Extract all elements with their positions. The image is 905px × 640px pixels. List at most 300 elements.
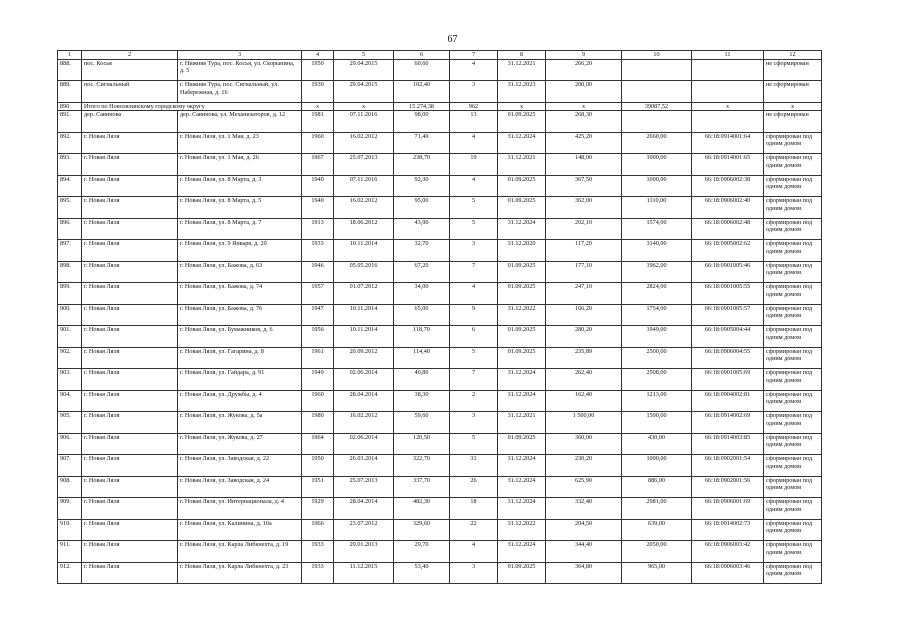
cadastral-number-cell: 66:18:0904002:81: [692, 390, 764, 412]
value-cell: 166,20: [546, 304, 622, 326]
land-area-cell: 965,00: [622, 562, 692, 584]
land-status-cell: сформирован под одним домом: [764, 304, 822, 326]
deadline-cell: 31.12.2024: [498, 455, 546, 477]
cadastral-number-cell: 66:18:0901005:46: [692, 261, 764, 283]
address-cell: г. Новая Ляля, ул. Бажова, д. 63: [178, 261, 302, 283]
value-cell: 204,50: [546, 519, 622, 541]
address-cell: г. Новая Ляля, ул. Гагарина, д. 8: [178, 347, 302, 369]
settlement-cell: г. Новая Ляля: [82, 197, 178, 219]
date-cell: 26.03.2014: [334, 455, 394, 477]
area-cell: 482,30: [394, 498, 450, 520]
total-value-cell: 39087,52: [622, 102, 692, 111]
area-cell: 40,80: [394, 369, 450, 391]
settlement-cell: пос. Косья: [82, 59, 178, 81]
deadline-cell: 01.09.2025: [498, 261, 546, 283]
address-cell: г. Новая Ляля, ул. 8 Марта, д. 7: [178, 218, 302, 240]
column-number: 3: [178, 51, 302, 60]
deadline-cell: 01.09.2025: [498, 433, 546, 455]
row-number-cell: 897.: [58, 240, 82, 262]
residents-cell: 5: [450, 218, 498, 240]
land-status-cell: сформирован под одним домом: [764, 390, 822, 412]
date-cell: 07.11.2016: [334, 111, 394, 133]
settlement-cell: г. Новая Ляля: [82, 412, 178, 434]
table-row: [58, 498, 822, 520]
area-cell: 114,40: [394, 347, 450, 369]
date-cell: 25.07.2013: [334, 154, 394, 176]
area-cell: 67,20: [394, 261, 450, 283]
settlement-cell: г. Новая Ляля: [82, 498, 178, 520]
area-cell: 95,00: [394, 197, 450, 219]
address-cell: г. Новая Ляля, ул. Гайдара, д. 91: [178, 369, 302, 391]
address-cell: г. Новая Ляля, ул. Бажова, д. 74: [178, 283, 302, 305]
area-cell: 329,60: [394, 519, 450, 541]
area-cell: 337,70: [394, 476, 450, 498]
address-cell: г. Новая Ляля, ул. 9 Января, д. 20: [178, 240, 302, 262]
area-cell: 98,00: [394, 111, 450, 133]
area-cell: 43,90: [394, 218, 450, 240]
address-cell: г. Новая Ляля, ул. Бажова, д. 76: [178, 304, 302, 326]
deadline-cell: 01.09.2025: [498, 326, 546, 348]
value-cell: 367,50: [546, 175, 622, 197]
table-row: [58, 304, 822, 326]
year-built-cell: 1947: [302, 304, 334, 326]
residents-cell: 5: [450, 433, 498, 455]
value-cell: 266,20: [546, 59, 622, 81]
land-area-cell: 886,00: [622, 476, 692, 498]
residents-cell: 13: [450, 111, 498, 133]
date-cell: 18.06.2012: [334, 218, 394, 240]
residents-cell: 4: [450, 541, 498, 563]
cadastral-number-cell: 66:18:0902001:56: [692, 476, 764, 498]
year-built-cell: 1933: [302, 541, 334, 563]
cadastral-number-cell: [692, 59, 764, 81]
table-row: [58, 240, 822, 262]
row-number-cell: 905.: [58, 412, 82, 434]
date-cell: 16.02.2012: [334, 132, 394, 154]
column-number: 2: [82, 51, 178, 60]
cadastral-number-cell: 66:18:0901005:69: [692, 369, 764, 391]
cadastral-number-cell: 66:18:0906001:69: [692, 498, 764, 520]
total-value-cell: х: [692, 102, 764, 111]
year-built-cell: 1929: [302, 498, 334, 520]
residents-cell: 19: [450, 154, 498, 176]
land-area-cell: 2508,00: [622, 369, 692, 391]
total-value-cell: х: [764, 102, 822, 111]
value-cell: 280,20: [546, 326, 622, 348]
year-built-cell: 1966: [302, 519, 334, 541]
settlement-cell: г. Новая Ляля: [82, 283, 178, 305]
address-cell: г. Новая Ляля, ул. Карла Либкнехта, д. 19: [178, 541, 302, 563]
row-number-cell: 898.: [58, 261, 82, 283]
column-number: 10: [622, 51, 692, 60]
area-cell: 29,70: [394, 541, 450, 563]
date-cell: 02.06.2014: [334, 369, 394, 391]
value-cell: 425,20: [546, 132, 622, 154]
value-cell: 230,20: [546, 455, 622, 477]
date-cell: 05.05.2016: [334, 261, 394, 283]
date-cell: 01.07.2012: [334, 283, 394, 305]
settlement-cell: г. Новая Ляля: [82, 390, 178, 412]
residents-cell: 4: [450, 132, 498, 154]
date-cell: 07.11.2016: [334, 175, 394, 197]
settlement-cell: г. Новая Ляля: [82, 519, 178, 541]
row-number-cell: 899.: [58, 283, 82, 305]
cadastral-number-cell: 66:18:0906002:38: [692, 175, 764, 197]
value-cell: 364,80: [546, 562, 622, 584]
deadline-cell: 01.09.2025: [498, 175, 546, 197]
column-number-header-row: [58, 51, 822, 60]
residents-cell: 26: [450, 476, 498, 498]
land-area-cell: 2500,00: [622, 347, 692, 369]
land-area-cell: 1000,00: [622, 455, 692, 477]
address-cell: г. Новая Ляля, ул. Бумажников, д. 6: [178, 326, 302, 348]
land-status-cell: сформирован под одним домом: [764, 197, 822, 219]
value-cell: 235,89: [546, 347, 622, 369]
land-area-cell: 3140,00: [622, 240, 692, 262]
area-cell: 120,50: [394, 433, 450, 455]
year-built-cell: 1951: [302, 476, 334, 498]
row-number-cell: 891.: [58, 111, 82, 133]
date-cell: 28.04.2014: [334, 498, 394, 520]
table-row: [58, 562, 822, 584]
table-row: [58, 433, 822, 455]
residents-cell: 5: [450, 197, 498, 219]
settlement-cell: г. Новая Ляля: [82, 562, 178, 584]
address-cell: г. Новая Ляля, ул. 8 Марта, д. 5: [178, 197, 302, 219]
table-row: [58, 154, 822, 176]
land-area-cell: 2660,00: [622, 132, 692, 154]
residents-cell: 9: [450, 304, 498, 326]
settlement-cell: г. Новая Ляля: [82, 218, 178, 240]
land-status-cell: сформирован под одним домом: [764, 541, 822, 563]
settlement-cell: г. Новая Ляля: [82, 154, 178, 176]
land-area-cell: 1754,00: [622, 304, 692, 326]
deadline-cell: 31.12.2021: [498, 59, 546, 81]
row-number-cell: 895.: [58, 197, 82, 219]
land-status-cell: сформирован под одним домом: [764, 261, 822, 283]
cadastral-number-cell: 66:18:0906002:48: [692, 218, 764, 240]
residents-cell: 5: [450, 347, 498, 369]
settlement-cell: г. Новая Ляля: [82, 433, 178, 455]
address-cell: г. Новая Ляля, ул. Заводская, д. 22: [178, 455, 302, 477]
residents-cell: 6: [450, 326, 498, 348]
land-area-cell: 1213,00: [622, 390, 692, 412]
deadline-cell: 31.12.2020: [498, 240, 546, 262]
total-label-cell: Итого по Новолялинскому городскому округу: [82, 102, 302, 111]
deadline-cell: 31.12.2022: [498, 304, 546, 326]
page-number: 67: [447, 34, 458, 45]
column-number: 11: [692, 51, 764, 60]
row-number-cell: 901.: [58, 326, 82, 348]
land-area-cell: [622, 111, 692, 133]
row-number-cell: 910.: [58, 519, 82, 541]
date-cell: 10.11.2014: [334, 304, 394, 326]
cadastral-number-cell: 66:18:0902001:54: [692, 455, 764, 477]
land-area-cell: 1500,00: [622, 412, 692, 434]
address-cell: г. Новая Ляля, ул. Карла Либкнехта, д. 23: [178, 562, 302, 584]
deadline-cell: 31.12.2024: [498, 476, 546, 498]
row-number-cell: 896.: [58, 218, 82, 240]
column-number: 4: [302, 51, 334, 60]
cadastral-number-cell: 66:18:0906003:42: [692, 541, 764, 563]
date-cell: 29.04.2015: [334, 81, 394, 103]
value-cell: 177,10: [546, 261, 622, 283]
residents-cell: 3: [450, 412, 498, 434]
settlement-cell: г. Новая Ляля: [82, 541, 178, 563]
table-row: [58, 347, 822, 369]
year-built-cell: 1933: [302, 240, 334, 262]
land-status-cell: сформирован под одним домом: [764, 154, 822, 176]
year-built-cell: 1930: [302, 81, 334, 103]
table-row: [58, 261, 822, 283]
row-number-cell: 909.: [58, 498, 82, 520]
row-number-cell: 903.: [58, 369, 82, 391]
land-status-cell: сформирован под одним домом: [764, 412, 822, 434]
residents-cell: 7: [450, 369, 498, 391]
value-cell: 1 500,00: [546, 412, 622, 434]
area-cell: 53,40: [394, 562, 450, 584]
cadastral-number-cell: 66:18:0901005:57: [692, 304, 764, 326]
land-status-cell: сформирован под одним домом: [764, 347, 822, 369]
settlement-cell: г. Новая Ляля: [82, 304, 178, 326]
row-number-cell: 904.: [58, 390, 82, 412]
column-number: 9: [546, 51, 622, 60]
date-cell: 28.04.2014: [334, 390, 394, 412]
row-number-cell: 911.: [58, 541, 82, 563]
year-built-cell: 1940: [302, 197, 334, 219]
land-area-cell: 2981,00: [622, 498, 692, 520]
date-cell: 10.11.2014: [334, 240, 394, 262]
land-area-cell: [622, 81, 692, 103]
area-cell: 102,40: [394, 81, 450, 103]
land-area-cell: [622, 59, 692, 81]
residents-cell: 22: [450, 519, 498, 541]
date-cell: 23.07.2012: [334, 519, 394, 541]
cadastral-number-cell: 66:18:0905002:62: [692, 240, 764, 262]
area-cell: 60,60: [394, 59, 450, 81]
table-row: [58, 390, 822, 412]
housing-register-table: [57, 50, 822, 584]
value-cell: 344,40: [546, 541, 622, 563]
cadastral-number-cell: 66:18:0914001:65: [692, 154, 764, 176]
table-row: [58, 111, 822, 133]
land-status-cell: не сформирован: [764, 81, 822, 103]
table-row: [58, 132, 822, 154]
land-status-cell: сформирован под одним домом: [764, 132, 822, 154]
residents-cell: 31: [450, 455, 498, 477]
residents-cell: 4: [450, 59, 498, 81]
residents-cell: 18: [450, 498, 498, 520]
residents-cell: 4: [450, 283, 498, 305]
area-cell: 71,40: [394, 132, 450, 154]
column-number: 6: [394, 51, 450, 60]
residents-cell: 3: [450, 240, 498, 262]
address-cell: г. Новая Ляля, ул. 8 Марта, д. 3: [178, 175, 302, 197]
table-row: [58, 81, 822, 103]
value-cell: 360,00: [546, 433, 622, 455]
date-cell: 29.01.2013: [334, 541, 394, 563]
deadline-cell: 31.12.2024: [498, 218, 546, 240]
column-number: 8: [498, 51, 546, 60]
deadline-cell: 31.12.2021: [498, 154, 546, 176]
row-number-cell: 894.: [58, 175, 82, 197]
deadline-cell: 01.09.2025: [498, 347, 546, 369]
area-cell: 92,30: [394, 175, 450, 197]
address-cell: г. Нижняя Тура, пос. Сигнальный, ул. Набережная, д. 16: [178, 81, 302, 103]
date-cell: 16.02.2012: [334, 412, 394, 434]
table-row: [58, 283, 822, 305]
area-cell: 59,60: [394, 412, 450, 434]
cadastral-number-cell: [692, 81, 764, 103]
address-cell: дер. Савинова, ул. Механизаторов, д. 12: [178, 111, 302, 133]
land-area-cell: 639,00: [622, 519, 692, 541]
table-row: [58, 326, 822, 348]
land-area-cell: 1110,00: [622, 197, 692, 219]
row-number-cell: 906.: [58, 433, 82, 455]
date-cell: 10.11.2014: [334, 326, 394, 348]
total-value-cell: х: [498, 102, 546, 111]
column-number: 5: [334, 51, 394, 60]
deadline-cell: 31.12.2024: [498, 390, 546, 412]
area-cell: 238,70: [394, 154, 450, 176]
cadastral-number-cell: 66:18:0914002:73: [692, 519, 764, 541]
deadline-cell: 01.09.2025: [498, 111, 546, 133]
date-cell: 20.09.2012: [334, 347, 394, 369]
table-row: [58, 455, 822, 477]
address-cell: г. Новая Ляля, ул. Заводская, д. 24: [178, 476, 302, 498]
settlement-cell: г. Новая Ляля: [82, 326, 178, 348]
address-cell: г. Новая Ляля, ул. Калинина, д. 10а: [178, 519, 302, 541]
year-built-cell: 1961: [302, 347, 334, 369]
settlement-cell: г. Новая Ляля: [82, 455, 178, 477]
year-built-cell: 1981: [302, 111, 334, 133]
land-status-cell: сформирован под одним домом: [764, 562, 822, 584]
row-number-cell: 900.: [58, 304, 82, 326]
address-cell: г. Новая Ляля, ул. Жукова, д. 5а: [178, 412, 302, 434]
settlement-cell: г. Новая Ляля: [82, 175, 178, 197]
land-area-cell: 1574,00: [622, 218, 692, 240]
land-area-cell: 430,00: [622, 433, 692, 455]
land-area-cell: 2050,00: [622, 541, 692, 563]
value-cell: 262,40: [546, 369, 622, 391]
date-cell: 16.02.2012: [334, 197, 394, 219]
value-cell: 200,00: [546, 81, 622, 103]
land-status-cell: сформирован под одним домом: [764, 218, 822, 240]
address-cell: г. Новая Ляля, ул. Дружбы, д. 4: [178, 390, 302, 412]
table-row: [58, 175, 822, 197]
address-cell: г. Новая Ляля, ул. 1 Мая, д. 23: [178, 132, 302, 154]
land-status-cell: сформирован под одним домом: [764, 326, 822, 348]
column-number: 7: [450, 51, 498, 60]
area-cell: 65,00: [394, 304, 450, 326]
cadastral-number-cell: [692, 111, 764, 133]
land-status-cell: сформирован под одним домом: [764, 240, 822, 262]
total-value-cell: х: [546, 102, 622, 111]
deadline-cell: 31.12.2024: [498, 369, 546, 391]
residents-cell: 2: [450, 390, 498, 412]
year-built-cell: 1964: [302, 433, 334, 455]
table-row: [58, 412, 822, 434]
settlement-cell: пос. Сигнальный: [82, 81, 178, 103]
value-cell: 332,40: [546, 498, 622, 520]
table-row: [58, 476, 822, 498]
land-area-cell: 1000,00: [622, 154, 692, 176]
cadastral-number-cell: 66:18:0901005:55: [692, 283, 764, 305]
date-cell: 02.06.2014: [334, 433, 394, 455]
year-built-cell: 1949: [302, 369, 334, 391]
residents-cell: 3: [450, 562, 498, 584]
value-cell: 625,90: [546, 476, 622, 498]
row-number-cell: 907.: [58, 455, 82, 477]
date-cell: 11.12.2015: [334, 562, 394, 584]
residents-cell: 3: [450, 81, 498, 103]
total-value-cell: 962: [450, 102, 498, 111]
cadastral-number-cell: 66:18:0906003:46: [692, 562, 764, 584]
value-cell: 362,00: [546, 197, 622, 219]
land-status-cell: сформирован под одним домом: [764, 455, 822, 477]
address-cell: г. Новая Ляля, ул. Интернационала, д. 4: [178, 498, 302, 520]
table-row: [58, 369, 822, 391]
year-built-cell: 1967: [302, 154, 334, 176]
value-cell: 247,10: [546, 283, 622, 305]
land-area-cell: 2824,00: [622, 283, 692, 305]
table-row: [58, 218, 822, 240]
column-number: 12: [764, 51, 822, 60]
area-cell: 32,70: [394, 240, 450, 262]
land-status-cell: сформирован под одним домом: [764, 476, 822, 498]
cadastral-number-cell: 66:18:0906002:40: [692, 197, 764, 219]
table-row: [58, 541, 822, 563]
land-status-cell: сформирован под одним домом: [764, 283, 822, 305]
settlement-cell: г. Новая Ляля: [82, 261, 178, 283]
land-area-cell: 1949,00: [622, 326, 692, 348]
land-status-cell: сформирован под одним домом: [764, 369, 822, 391]
land-status-cell: сформирован под одним домом: [764, 498, 822, 520]
date-cell: 29.04.2015: [334, 59, 394, 81]
cadastral-number-cell: 66:18:0914003:85: [692, 433, 764, 455]
total-row: [58, 102, 822, 111]
table-row: [58, 197, 822, 219]
deadline-cell: 01.09.2025: [498, 562, 546, 584]
settlement-cell: г. Новая Ляля: [82, 476, 178, 498]
row-number-cell: 888.: [58, 59, 82, 81]
value-cell: 162,40: [546, 390, 622, 412]
value-cell: 117,20: [546, 240, 622, 262]
settlement-cell: дер. Савинова: [82, 111, 178, 133]
year-built-cell: 1960: [302, 132, 334, 154]
row-number-cell: 893.: [58, 154, 82, 176]
year-built-cell: 1960: [302, 390, 334, 412]
residents-cell: 4: [450, 175, 498, 197]
row-number-cell: 892.: [58, 132, 82, 154]
settlement-cell: г. Новая Ляля: [82, 240, 178, 262]
year-built-cell: 1957: [302, 283, 334, 305]
column-number: 1: [58, 51, 82, 60]
area-cell: 34,00: [394, 283, 450, 305]
cadastral-number-cell: 66:18:0914002:69: [692, 412, 764, 434]
year-built-cell: 1913: [302, 218, 334, 240]
address-cell: г. Нижняя Тура, пос. Косья, ул. Скорынина, д. 5: [178, 59, 302, 81]
deadline-cell: 01.09.2025: [498, 283, 546, 305]
cadastral-number-cell: 66:18:0905004:44: [692, 326, 764, 348]
cadastral-number-cell: 66:18:0914001:64: [692, 132, 764, 154]
deadline-cell: 31.12.2024: [498, 132, 546, 154]
deadline-cell: 31.12.2024: [498, 541, 546, 563]
year-built-cell: 1940: [302, 175, 334, 197]
land-area-cell: 1962,00: [622, 261, 692, 283]
land-status-cell: сформирован под одним домом: [764, 175, 822, 197]
value-cell: 148,00: [546, 154, 622, 176]
